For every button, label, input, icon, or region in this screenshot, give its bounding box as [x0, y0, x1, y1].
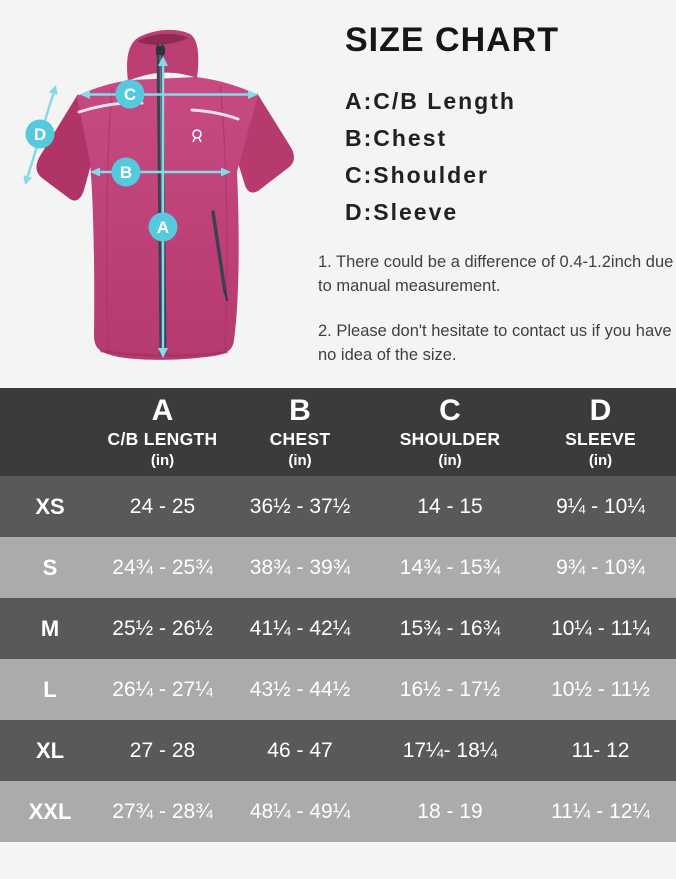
note-2: 2. Please don't hesitate to contact us if you have no idea of the size. [318, 322, 672, 364]
cell-sleeve: 11- 12 [571, 738, 630, 762]
cell-cb-length: 27 - 28 [129, 738, 196, 762]
cell-chest: 43½ - 44½ [249, 677, 351, 701]
label-b-text: B [119, 163, 133, 182]
measurement-notes [318, 250, 674, 388]
cell-chest: 46 - 47 [267, 738, 333, 762]
header-name-c: SHOULDER [399, 428, 501, 449]
header-cell-a [100, 395, 225, 469]
cell-sleeve: 9¼ - 10¼ [556, 494, 645, 518]
cell-shoulder: 16½ - 17½ [399, 677, 501, 701]
table-row-xl [0, 720, 676, 781]
header-name-a: C/B LENGTH [107, 428, 218, 449]
size-label: S [42, 554, 58, 580]
size-label: XS [35, 493, 65, 519]
cell-chest: 36½ - 37½ [249, 494, 351, 518]
header-letter-a: A [151, 394, 174, 428]
header-unit-b: (in) [288, 451, 312, 469]
header-letter-c: C [439, 394, 461, 428]
cell-sleeve: 10½ - 11½ [551, 677, 650, 701]
table-row-xs [0, 476, 676, 537]
cell-cb-length: 24¾ - 25¾ [112, 555, 213, 579]
table-row-s [0, 537, 676, 598]
label-a-text: A [156, 218, 170, 237]
cell-shoulder: 17¼- 18¼ [402, 738, 498, 762]
size-label: L [43, 676, 57, 702]
cell-chest: 38¾ - 39¾ [249, 555, 351, 579]
cell-cb-length: 25½ - 26½ [112, 616, 213, 640]
cell-chest: 48¼ - 49¼ [249, 799, 351, 823]
jacket-illustration [0, 0, 330, 380]
header-cell-d [525, 395, 676, 469]
table-row-xxl [0, 781, 676, 842]
legend-item-d: D:Sleeve [345, 199, 459, 226]
header-unit-d: (in) [588, 451, 613, 469]
size-label: XL [35, 737, 65, 763]
header-unit-c: (in) [438, 451, 462, 469]
label-d-text: D [33, 125, 47, 144]
size-label: XXL [28, 798, 72, 824]
cell-cb-length: 24 - 25 [129, 494, 196, 518]
table-row-m [0, 598, 676, 659]
table-header-row [0, 388, 676, 476]
legend-item-b: B:Chest [345, 125, 448, 152]
header-unit-a: (in) [150, 451, 175, 469]
zipper-pull [156, 46, 165, 55]
cell-sleeve: 11¼ - 12¼ [551, 799, 650, 823]
cell-cb-length: 26¼ - 27¼ [112, 677, 213, 701]
size-guide-header-section [0, 0, 676, 388]
cell-shoulder: 18 - 19 [417, 799, 483, 823]
legend-item-c: C:Shoulder [345, 162, 489, 189]
legend-item-a: A:C/B Length [345, 88, 516, 115]
header-letter-d: D [589, 394, 612, 428]
header-cell-b [225, 395, 375, 469]
header-letter-b: B [289, 394, 311, 428]
measurement-legend [345, 83, 665, 231]
cell-sleeve: 10¼ - 11¼ [551, 616, 650, 640]
cell-shoulder: 14¾ - 15¾ [399, 555, 501, 579]
header-name-d: SLEEVE [565, 428, 636, 449]
cell-chest: 41¼ - 42¼ [249, 616, 351, 640]
jacket-measurement-diagram [0, 0, 330, 380]
label-c-text: C [123, 85, 137, 104]
header-name-b: CHEST [269, 428, 331, 449]
cell-shoulder: 14 - 15 [417, 494, 483, 518]
cell-sleeve: 9¾ - 10¾ [556, 555, 645, 579]
cell-cb-length: 27¾ - 28¾ [112, 799, 213, 823]
size-chart-table [0, 388, 676, 842]
note-1: 1. There could be a difference of 0.4-1.2inch due to manual measurement. [318, 253, 674, 295]
table-row-l [0, 659, 676, 720]
header-cell-c [375, 395, 525, 469]
cell-shoulder: 15¾ - 16¾ [399, 616, 501, 640]
size-label: M [40, 615, 60, 641]
page-title: SIZE CHART [345, 21, 559, 59]
